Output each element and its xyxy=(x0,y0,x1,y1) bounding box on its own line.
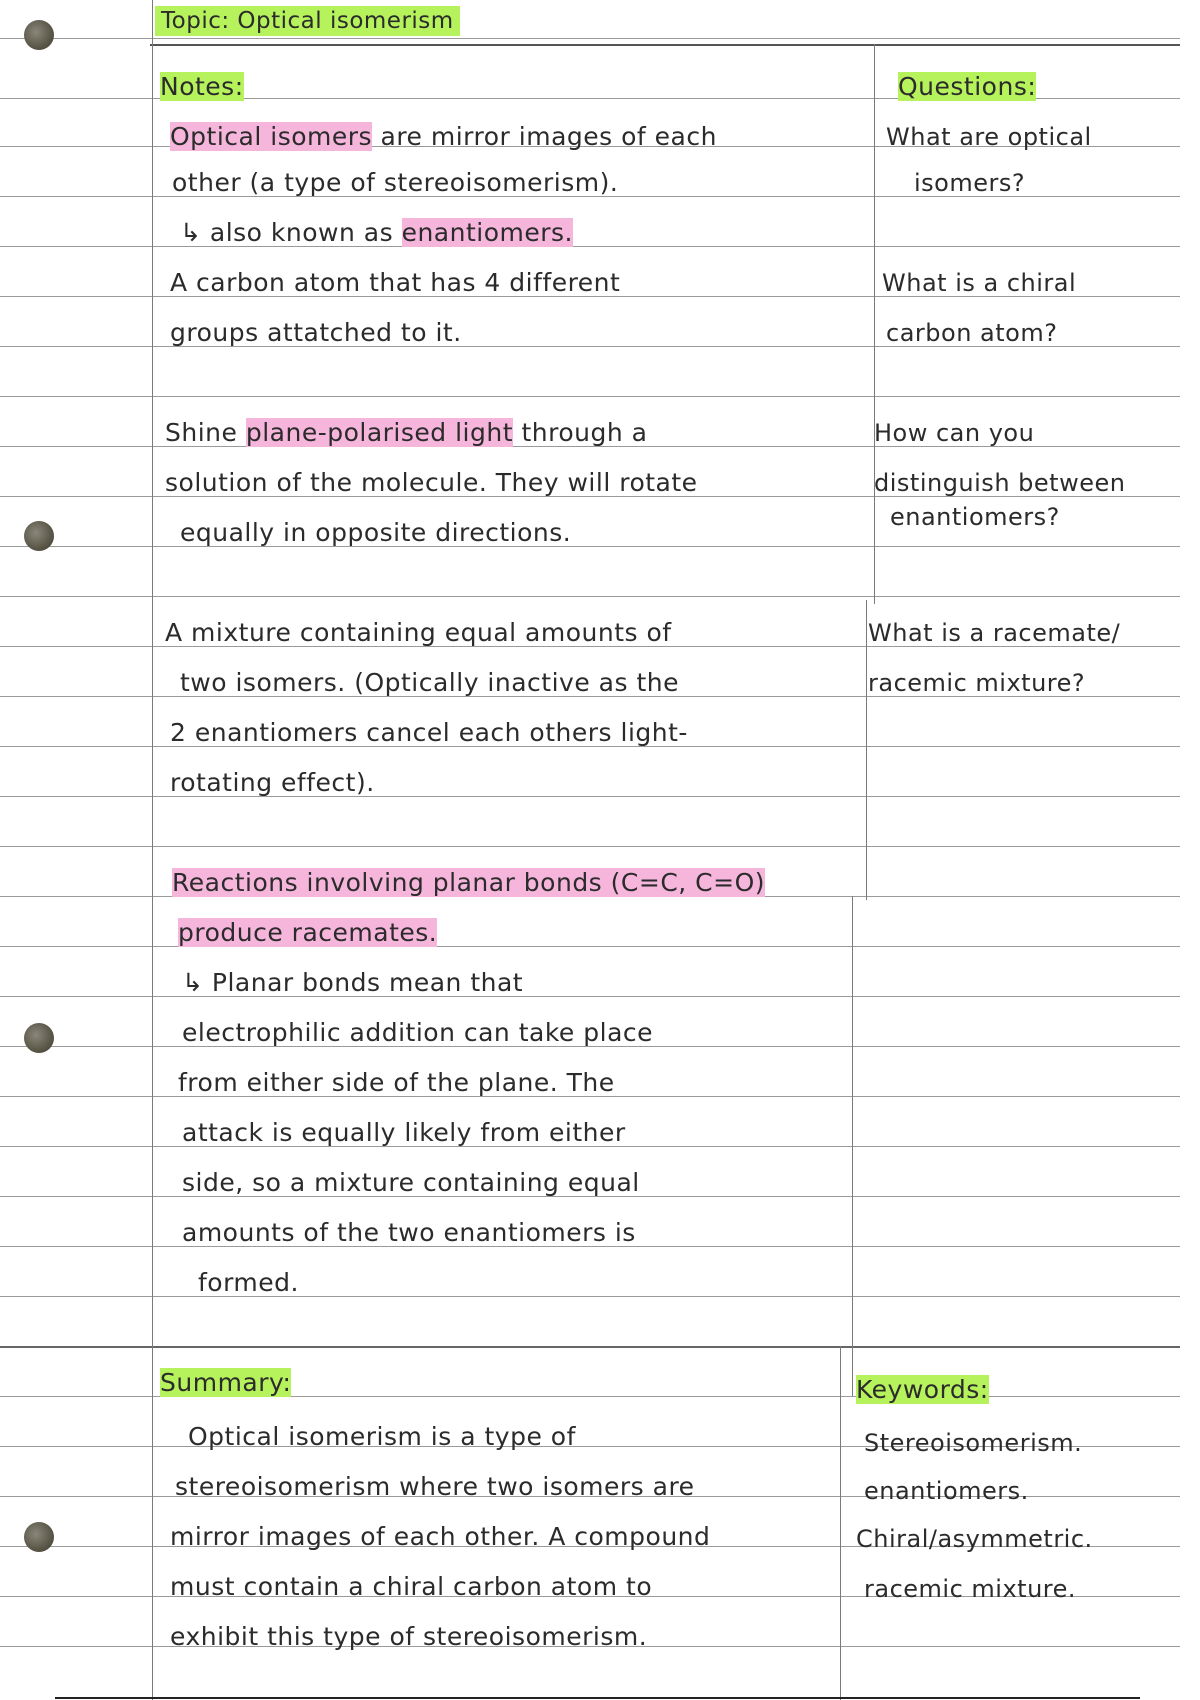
notes-header xyxy=(160,70,244,104)
notes-text: rotating effect). xyxy=(170,768,375,797)
ruled-line xyxy=(0,38,1180,39)
questions-header xyxy=(898,70,1036,104)
question-line: What is a chiral xyxy=(882,269,1077,297)
notes-text: attack is equally likely from either xyxy=(182,1118,626,1147)
highlighted-term: Reactions involving planar bonds (C=C, C=O) xyxy=(172,868,765,897)
question-line: enantiomers? xyxy=(890,503,1060,531)
column-divider xyxy=(852,896,853,1396)
ruled-line xyxy=(0,246,1180,247)
keywords-header xyxy=(856,1373,989,1407)
highlighted-term: enantiomers. xyxy=(401,218,573,247)
notes-line xyxy=(165,466,698,500)
question-line: racemic mixture? xyxy=(868,669,1086,697)
notes-line xyxy=(170,316,462,350)
ruled-line xyxy=(0,596,1180,597)
keyword-item: enantiomers. xyxy=(864,1477,1029,1505)
ruled-line xyxy=(0,846,1180,847)
topic-divider xyxy=(150,44,1180,46)
ruled-line xyxy=(0,996,1180,997)
keyword-item: Stereoisomerism. xyxy=(864,1429,1083,1457)
notes-line xyxy=(178,1066,615,1100)
column-divider xyxy=(874,44,875,604)
punch-hole xyxy=(24,20,54,50)
ruled-line xyxy=(0,396,1180,397)
notes-header-label: Notes: xyxy=(160,72,244,101)
ruled-line xyxy=(0,546,1180,547)
keywords-header-label: Keywords: xyxy=(856,1375,989,1404)
notes-line xyxy=(172,866,765,900)
notes-text: through a xyxy=(513,418,648,447)
summary-line: must contain a chiral carbon atom to xyxy=(170,1572,653,1601)
notes-line xyxy=(180,666,679,700)
summary-header-label: Summary: xyxy=(160,1368,292,1397)
notes-text: Shine xyxy=(165,418,246,447)
notes-text: side, so a mixture containing equal xyxy=(182,1168,640,1197)
notes-text: groups attatched to it. xyxy=(170,318,462,347)
notes-text: ↳ Planar bonds mean that xyxy=(182,968,524,997)
summary-header xyxy=(160,1366,291,1400)
notes-line xyxy=(182,1016,653,1050)
notes-line xyxy=(198,1266,299,1300)
notes-line xyxy=(165,416,647,450)
notes-text: amounts of the two enantiomers is xyxy=(182,1218,636,1247)
summary-line: exhibit this type of stereoisomerism. xyxy=(170,1622,648,1651)
notes-line xyxy=(172,166,618,200)
notes-text: A mixture containing equal amounts of xyxy=(165,618,672,647)
notes-line xyxy=(182,1166,640,1200)
notes-text: electrophilic addition can take place xyxy=(182,1018,654,1047)
punch-hole xyxy=(24,521,54,551)
highlighted-term: produce racemates. xyxy=(178,918,438,947)
question-line: distinguish between xyxy=(874,469,1126,497)
notes-text: two isomers. (Optically inactive as the xyxy=(180,668,679,697)
question-line: What are optical xyxy=(886,123,1092,151)
margin-line xyxy=(152,0,153,1700)
notes-line xyxy=(170,766,375,800)
notes-text: 2 enantiomers cancel each others light- xyxy=(170,718,688,747)
notes-line xyxy=(180,216,573,250)
notes-text: solution of the molecule. They will rotate xyxy=(165,468,698,497)
page-title: Topic: Optical isomerism xyxy=(155,4,460,38)
column-divider xyxy=(866,600,867,900)
summary-divider xyxy=(0,1346,1180,1348)
ruled-line xyxy=(0,946,1180,947)
bottom-border xyxy=(55,1697,1140,1699)
question-line: isomers? xyxy=(914,169,1026,197)
punch-hole xyxy=(24,1522,54,1552)
highlighted-term: plane-polarised light xyxy=(245,418,514,447)
ruled-line xyxy=(0,1296,1180,1297)
notes-text: other (a type of stereoisomerism). xyxy=(172,168,619,197)
summary-line: mirror images of each other. A compound xyxy=(170,1522,711,1551)
notes-text: ↳ also known as xyxy=(180,218,402,247)
highlighted-term: Optical isomers xyxy=(170,122,373,151)
notes-text: equally in opposite directions. xyxy=(180,518,572,547)
question-line: What is a racemate/ xyxy=(868,619,1121,647)
questions-header-label: Questions: xyxy=(898,72,1037,101)
punch-hole xyxy=(24,1023,54,1053)
summary-line: stereoisomerism where two isomers are xyxy=(175,1472,695,1501)
notes-line xyxy=(182,1116,626,1150)
notes-text: A carbon atom that has 4 different xyxy=(170,268,621,297)
notes-line xyxy=(182,966,523,1000)
keyword-item: Chiral/asymmetric. xyxy=(856,1525,1093,1553)
column-divider xyxy=(840,1346,841,1700)
notes-line xyxy=(165,616,672,650)
notes-line xyxy=(178,916,437,950)
notes-line xyxy=(182,1216,636,1250)
notes-text: formed. xyxy=(198,1268,299,1297)
question-line: How can you xyxy=(874,419,1035,447)
notes-line xyxy=(180,516,571,550)
notes-line xyxy=(170,120,717,154)
notes-text: from either side of the plane. The xyxy=(178,1068,615,1097)
question-line: carbon atom? xyxy=(886,319,1058,347)
notes-text: are mirror images of each xyxy=(372,122,717,151)
keyword-item: racemic mixture. xyxy=(864,1575,1077,1603)
notes-line xyxy=(170,716,688,750)
summary-line: Optical isomerism is a type of xyxy=(188,1422,576,1451)
notes-line xyxy=(170,266,620,300)
